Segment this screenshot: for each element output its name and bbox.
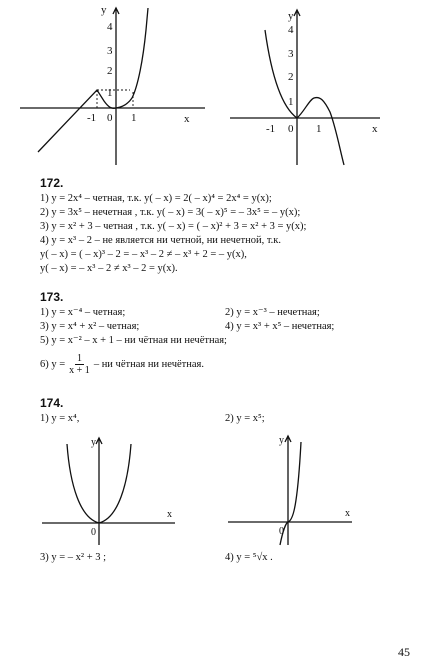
- text-line: 2) y = 3x⁵ – нечетная , т.к. y( – x) = 3( – x)⁵ = – 3x⁵ = – y(x);: [40, 207, 301, 218]
- tick-label: 3: [288, 48, 294, 60]
- text-line: y( – x) = ( – x)³ – 2 = – x³ – 2 ≠ – x³ + 2 = – y(x),: [40, 249, 247, 260]
- text-line: y( – x) = – x³ – 2 ≠ x³ – 2 = y(x).: [40, 263, 178, 274]
- fraction-numerator: 1: [76, 353, 82, 364]
- text-line: 5) y = x⁻² – x + 1 – ни чётная ни нечётная;: [40, 335, 227, 346]
- text-line: 1) y = x⁴,: [40, 413, 80, 424]
- axis-label-x: x: [345, 508, 350, 519]
- axis-label-y: y: [91, 437, 96, 448]
- text-line: 3) y = – x² + 3 ;: [40, 552, 107, 563]
- axis-label-y: y: [279, 435, 284, 446]
- tick-label: -1: [266, 123, 276, 135]
- text-line: 3) y = x⁴ + x² – четная;: [40, 321, 140, 332]
- tick-label: 0: [288, 123, 294, 135]
- tick-label: 3: [107, 45, 113, 57]
- tick-label: 4: [107, 21, 113, 33]
- problem-number-173: 173.: [40, 290, 64, 304]
- text-line: 1) y = x⁻⁴ – четная;: [40, 307, 126, 318]
- axis-label-x: x: [372, 123, 378, 135]
- text-line: 2) y = x⁻³ – нечетная;: [225, 307, 320, 318]
- tick-label: -1: [87, 112, 97, 124]
- tick-label: 2: [288, 71, 294, 83]
- tick-label: 1: [131, 112, 137, 124]
- text-line: 4) y = ⁵√x .: [225, 552, 273, 563]
- tick-label: 1: [107, 87, 113, 99]
- tick-label: 2: [107, 65, 113, 77]
- text-line: 4) y = x³ + x⁵ – нечетная;: [225, 321, 335, 332]
- axis-label-x: x: [167, 509, 172, 520]
- origin-label: 0: [279, 526, 284, 537]
- axis-label-y: y: [101, 4, 107, 16]
- text-line: 4) y = x³ – 2 – не является ни четной, ни нечетной, т.к.: [40, 235, 281, 246]
- tick-label: 1: [316, 123, 322, 135]
- line6-suffix: – ни чётная ни нечётная.: [93, 359, 204, 370]
- problem-number-174: 174.: [40, 396, 64, 410]
- text-line: 3) y = x² + 3 – четная , т.к. y( – x) = ( – x)² + 3 = x² + 3 = y(x);: [40, 221, 307, 232]
- fraction-denominator: x + 1: [69, 365, 90, 376]
- page-number: 45: [398, 645, 410, 659]
- tick-label: 4: [288, 24, 294, 36]
- line6-prefix: 6) y =: [40, 359, 66, 370]
- tick-label: 0: [107, 112, 113, 124]
- tick-label: 1: [288, 96, 294, 108]
- text-line: 2) y = x⁵;: [225, 413, 265, 424]
- origin-label: 0: [91, 527, 96, 538]
- axis-label-x: x: [184, 113, 190, 125]
- problem-number-172: 172.: [40, 176, 64, 190]
- text-line: 1) y = 2x⁴ – четная, т.к. y( – x) = 2( – x)⁴ = 2x⁴ = y(x);: [40, 193, 272, 204]
- axis-label-y: y: [288, 10, 294, 22]
